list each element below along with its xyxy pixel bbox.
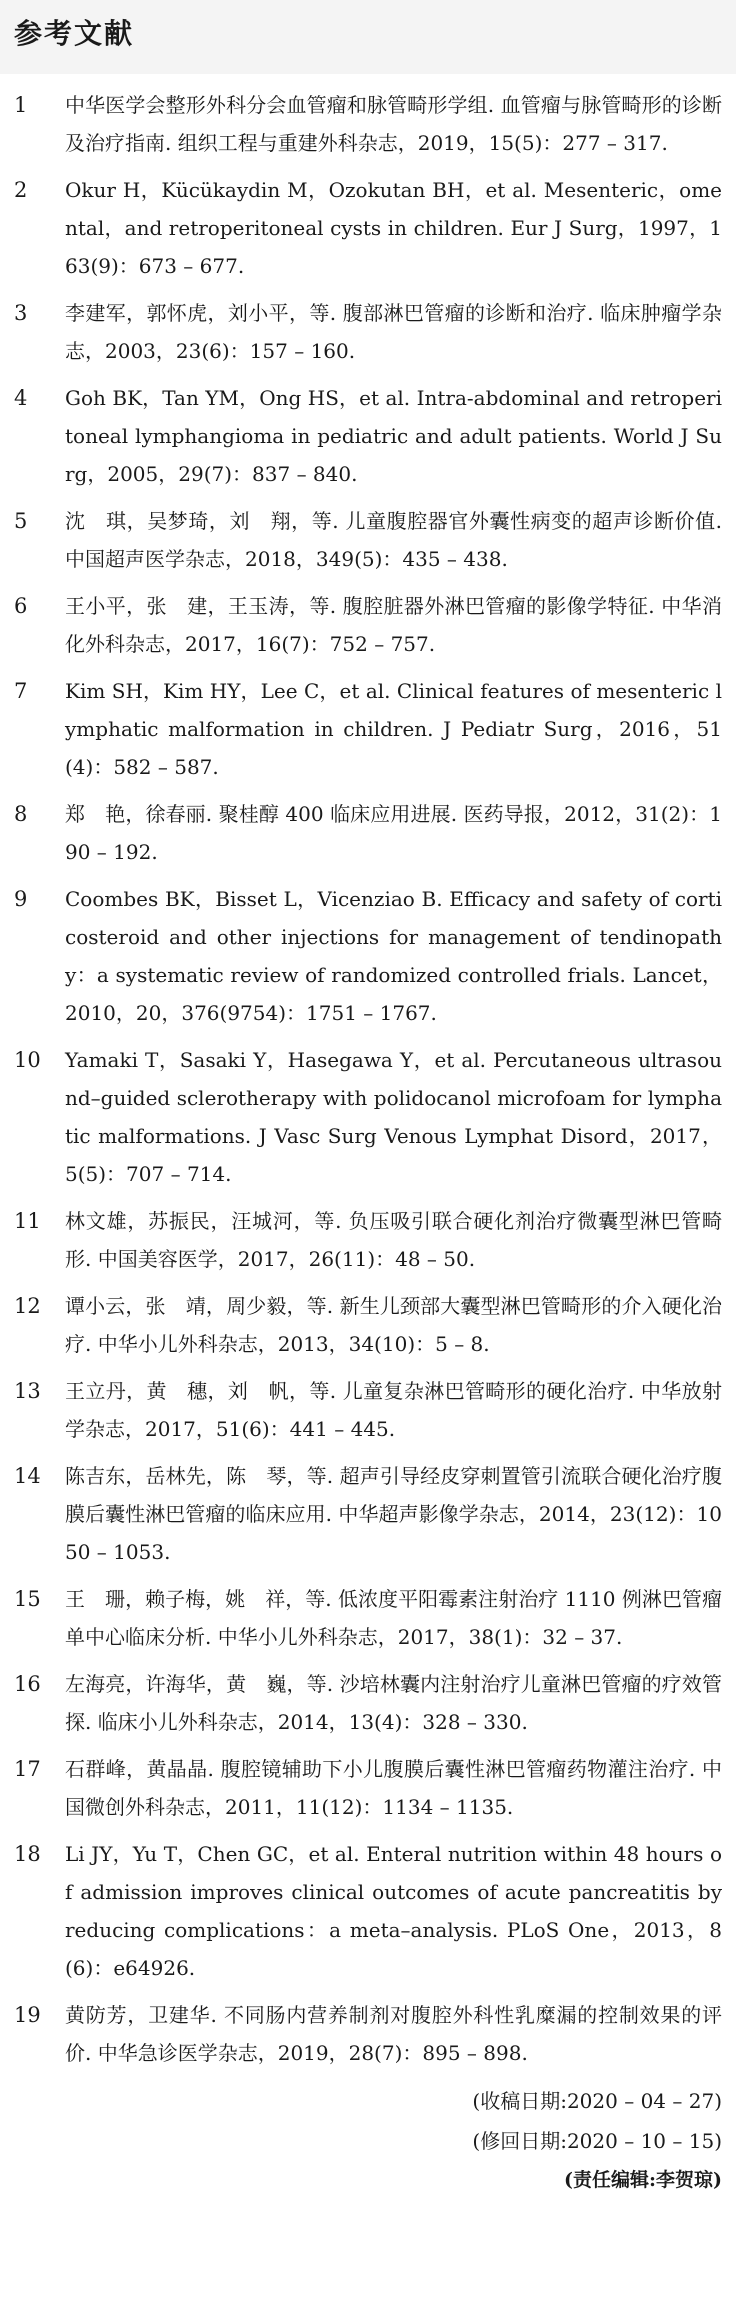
reference-item (14, 171, 722, 285)
reference-number: 10 (14, 1048, 41, 1072)
reference-number: 19 (14, 2003, 41, 2027)
reference-number: 4 (14, 386, 28, 410)
reference-number: 12 (14, 1294, 41, 1318)
reference-number: 15 (14, 1587, 41, 1611)
reference-number: 18 (14, 1842, 41, 1866)
reference-number: 14 (14, 1464, 41, 1488)
reference-item (14, 672, 722, 786)
reference-text: 王立丹，黄 穗，刘 帆，等. 儿童复杂淋巴管畸形的硬化治疗. 中华放射学杂志，2017，51(6)：441 – 445. (65, 1379, 722, 1441)
reference-item (14, 1580, 722, 1656)
reference-number: 8 (14, 802, 28, 826)
section-header (0, 0, 736, 74)
reference-text: 李建军，郭怀虎，刘小平，等. 腹部淋巴管瘤的诊断和治疗. 临床肿瘤学杂志，2003，23(6)：157 – 160. (65, 301, 722, 363)
reference-item (14, 502, 722, 578)
reference-text: 林文雄，苏振民，汪城河，等. 负压吸引联合硬化剂治疗微囊型淋巴管畸形. 中国美容医学，2017，26(11)：48 – 50. (65, 1209, 722, 1271)
reference-text: 沈 琪，吴梦琦，刘 翔，等. 儿童腹腔器官外囊性病变的超声诊断价值. 中国超声医学杂志，2018，349(5)：435 – 438. (65, 509, 722, 571)
reference-number: 2 (14, 178, 28, 202)
reference-text: 谭小云，张 靖，周少毅，等. 新生儿颈部大囊型淋巴管畸形的介入硬化治疗. 中华小儿外科杂志，2013，34(10)：5 – 8. (65, 1294, 722, 1356)
section-title: 参考文献 (14, 17, 135, 50)
reference-item (14, 86, 722, 162)
reference-number: 9 (14, 887, 28, 911)
reference-item (14, 795, 722, 871)
reference-item (14, 1457, 722, 1571)
reference-number: 3 (14, 301, 28, 325)
reference-text: 王小平，张 建，王玉涛，等. 腹腔脏器外淋巴管瘤的影像学特征. 中华消化外科杂志，2017，16(7)：752 – 757. (65, 594, 722, 656)
reference-text: Yamaki T，Sasaki Y，Hasegawa Y，et al. Percutaneous ultrasound–guided sclerotherapy with polidocanol microfoam for lymphatic malformations. J Vasc Surg Venous Lymphat Disord，2017，5(5)：707 – 714. (65, 1048, 722, 1186)
reference-text: 左海亮，许海华，黄 巍，等. 沙培林囊内注射治疗儿童淋巴管瘤的疗效管探. 临床小儿外科杂志，2014，13(4)：328 – 330. (65, 1672, 722, 1734)
reference-item (14, 1202, 722, 1278)
responsible-editor: (责任编辑:李贺琼) (564, 2169, 722, 2191)
reference-item (14, 1372, 722, 1448)
reference-item (14, 1750, 722, 1826)
reference-text: 石群峰，黄晶晶. 腹腔镜辅助下小儿腹膜后囊性淋巴管瘤药物灌注治疗. 中国微创外科杂志，2011，11(12)：1134 – 1135. (65, 1757, 722, 1819)
reference-item (14, 1835, 722, 1987)
reference-number: 7 (14, 679, 28, 703)
article-dates (0, 2081, 736, 2199)
reference-number: 6 (14, 594, 28, 618)
reference-text: Coombes BK，Bisset L，Vicenziao B. Efficacy and safety of corticosteroid and other injections for management of tendinopathy：a systematic review of randomized controlled frials. Lancet，2010，20，376(9754)：1751 – 1767. (65, 887, 722, 1025)
reference-item (14, 379, 722, 493)
reference-text: 陈吉东，岳林先，陈 琴，等. 超声引导经皮穿刺置管引流联合硬化治疗腹膜后囊性淋巴管瘤的临床应用. 中华超声影像学杂志，2014，23(12)：1050 – 1053. (65, 1464, 722, 1564)
revised-date: (修回日期:2020 – 10 – 15) (472, 2129, 722, 2153)
reference-text: 中华医学会整形外科分会血管瘤和脉管畸形学组. 血管瘤与脉管畸形的诊断及治疗指南. 组织工程与重建外科杂志，2019，15(5)：277 – 317. (65, 93, 722, 155)
reference-list (0, 74, 736, 2072)
reference-number: 5 (14, 509, 28, 533)
received-date: (收稿日期:2020 – 04 – 27) (472, 2089, 722, 2113)
reference-text: 王 珊，赖子梅，姚 祥，等. 低浓度平阳霉素注射治疗 1110 例淋巴管瘤单中心临床分析. 中华小儿外科杂志，2017，38(1)：32 – 37. (65, 1587, 722, 1649)
reference-text: Kim SH，Kim HY，Lee C，et al. Clinical features of mesenteric lymphatic malformation in children. J Pediatr Surg，2016，51(4)：582 – 587. (65, 679, 722, 779)
reference-item (14, 1287, 722, 1363)
reference-item (14, 1665, 722, 1741)
reference-number: 11 (14, 1209, 41, 1233)
reference-text: Li JY，Yu T，Chen GC，et al. Enteral nutrition within 48 hours of admission improves clinical outcomes of acute pancreatitis by reducing complications：a meta–analysis. PLoS One，2013，8(6)：e64926. (65, 1842, 722, 1980)
reference-text: Goh BK，Tan YM，Ong HS，et al. Intra-abdominal and retroperitoneal lymphangioma in pediatric and adult patients. World J Surg，2005，29(7)：837 – 840. (65, 386, 722, 486)
reference-text: 郑 艳，徐春丽. 聚桂醇 400 临床应用进展. 医药导报，2012，31(2)：190 – 192. (65, 802, 722, 864)
reference-number: 17 (14, 1757, 41, 1781)
reference-number: 13 (14, 1379, 41, 1403)
reference-item (14, 1041, 722, 1193)
reference-number: 1 (14, 93, 28, 117)
reference-number: 16 (14, 1672, 41, 1696)
reference-item (14, 294, 722, 370)
reference-item (14, 880, 722, 1032)
reference-text: 黄防芳，卫建华. 不同肠内营养制剂对腹腔外科性乳糜漏的控制效果的评价. 中华急诊医学杂志，2019，28(7)：895 – 898. (65, 2003, 722, 2065)
reference-item (14, 1996, 722, 2072)
reference-text: Okur H，Kücükaydin M，Ozokutan BH，et al. Mesenteric，omental，and retroperitoneal cysts in children. Eur J Surg，1997，163(9)：673 – 677. (65, 178, 722, 278)
reference-item (14, 587, 722, 663)
